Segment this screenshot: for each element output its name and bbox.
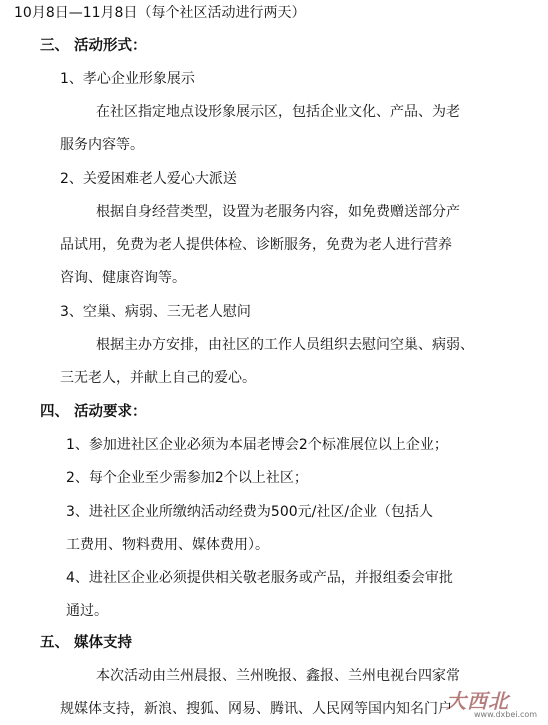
section-4-item-4-line-1: 4、进社区企业必须提供相关敬老服务或产品，并报组委会审批 bbox=[66, 570, 453, 586]
section-3-item-1-title: 1、孝心企业形象展示 bbox=[60, 71, 195, 87]
date-range-line: 10月8日—11月8日（每个社区活动进行两天） bbox=[14, 5, 306, 21]
section-3-item-2-line-1: 根据自身经营类型，设置为老服务内容，如免费赠送部分产 bbox=[96, 204, 460, 220]
section-3-item-3-line-1: 根据主办方安排，由社区的工作人员组织去慰问空巢、病弱、 bbox=[96, 337, 474, 353]
section-3-item-1-line-2: 服务内容等。 bbox=[60, 137, 144, 153]
watermark-logo bbox=[446, 685, 542, 721]
section-3-item-3-line-2: 三无老人，并献上自己的爱心。 bbox=[60, 370, 256, 386]
section-4-item-2: 2、每个企业至少需参加2个以上社区； bbox=[66, 470, 308, 486]
section-3-item-2-line-3: 咨询、健康咨询等。 bbox=[60, 270, 186, 286]
section-3-item-1-line-1: 在社区指定地点设形象展示区，包括企业文化、产品、为老 bbox=[96, 104, 460, 120]
section-4-item-3-line-2: 工费用、物料费用、媒体费用）。 bbox=[66, 537, 269, 553]
section-4-item-3-line-1: 3、进社区企业所缴纳活动经费为500元/社区/企业（包括人 bbox=[66, 504, 434, 520]
section-5-line-2: 规媒体支持，新浪、搜狐、网易、腾讯、人民网等国内知名门户 bbox=[60, 701, 452, 717]
section-5-heading: 五、 媒体支持 bbox=[40, 635, 133, 651]
section-3-item-3-title: 3、空巢、病弱、三无老人慰问 bbox=[60, 304, 251, 320]
section-3-item-2-title: 2、关爱困难老人爱心大派送 bbox=[60, 171, 237, 187]
watermark-logo-text: 大西北 bbox=[446, 689, 509, 713]
section-3-heading: 三、 活动形式： bbox=[40, 38, 147, 54]
section-4-heading: 四、 活动要求： bbox=[40, 404, 147, 420]
section-4-item-4-line-2: 通过。 bbox=[66, 603, 108, 619]
section-4-item-1: 1、参加进社区企业必须为本届老博会2个标准展位以上企业； bbox=[66, 437, 448, 453]
section-3-item-2-line-2: 品试用，免费为老人提供体检、诊断服务，免费为老人进行营养 bbox=[60, 237, 452, 253]
section-5-line-1: 本次活动由兰州晨报、兰州晚报、鑫报、兰州电视台四家常 bbox=[96, 668, 460, 684]
watermark-url: www.dxbei.com bbox=[474, 710, 538, 719]
